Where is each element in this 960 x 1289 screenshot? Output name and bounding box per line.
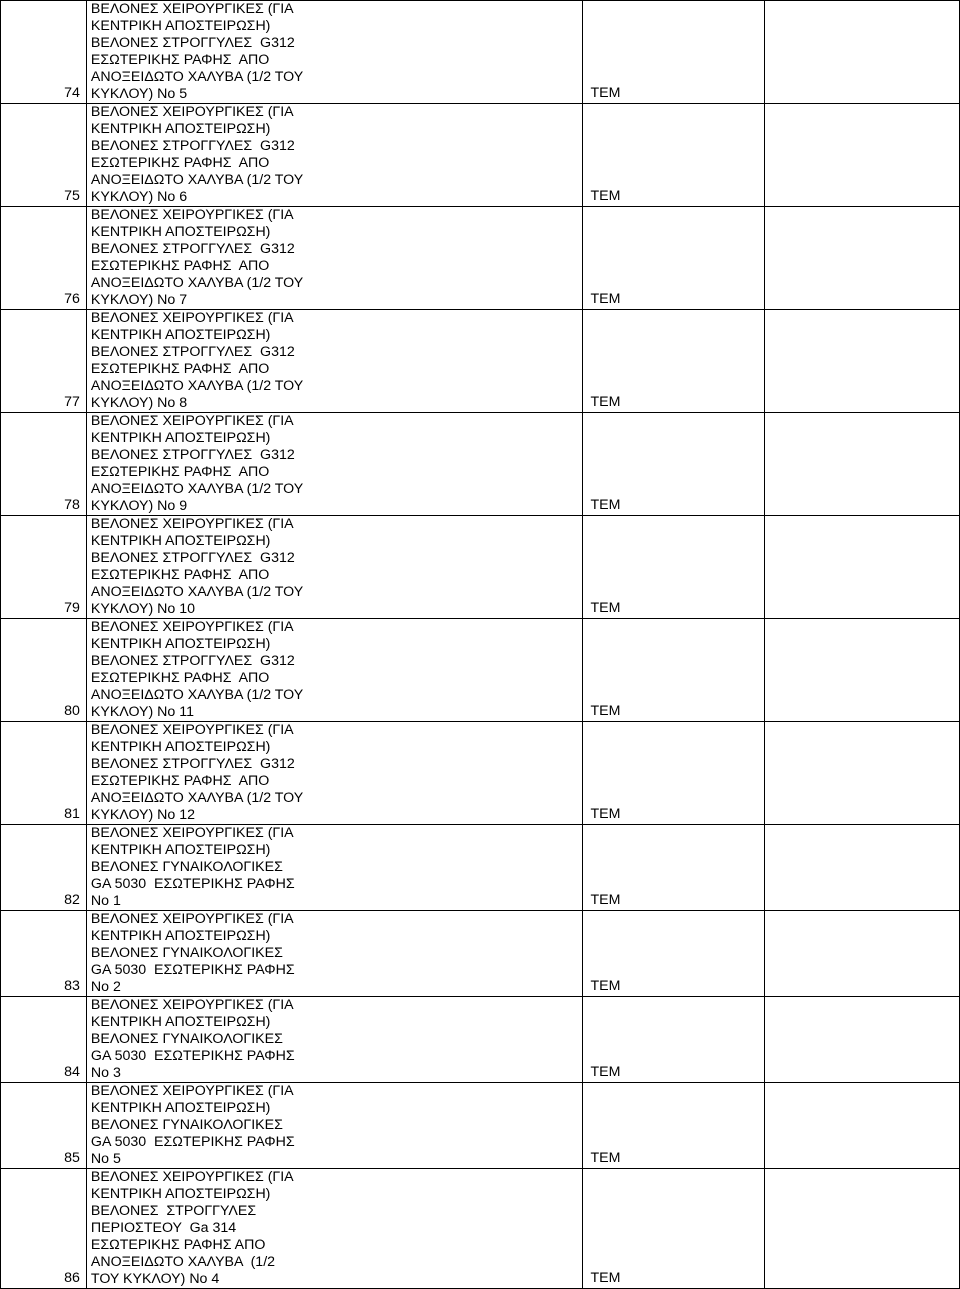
item-number: 76 [1, 207, 87, 310]
table-row [1, 722, 960, 825]
item-unit: ΤΕΜ [583, 1169, 765, 1289]
item-number: 85 [1, 1083, 87, 1169]
empty-cell [765, 1, 960, 104]
description-line: ΒΕΛΟΝΕΣ ΓΥΝΑΙΚΟΛΟΓΙΚΕΣ [90, 1117, 283, 1133]
empty-cell [765, 619, 960, 722]
item-description [86, 1, 583, 104]
item-number: 82 [1, 825, 87, 911]
description-line: ΒΕΛΟΝΕΣ ΧΕΙΡΟΥΡΓΙΚΕΣ (ΓΙΑ [90, 207, 294, 223]
item-number: 86 [1, 1169, 87, 1289]
description-line: ΚΕΝΤΡΙΚΗ ΑΠΟΣΤΕΙΡΩΣΗ) [90, 636, 271, 652]
description-line: Νο 1 [90, 893, 121, 909]
description-line: ΚΕΝΤΡΙΚΗ ΑΠΟΣΤΕΙΡΩΣΗ) [90, 1100, 271, 1116]
description-line: GA 5030 ΕΣΩΤΕΡΙΚΗΣ ΡΑΦΗΣ [90, 876, 295, 892]
table-row [1, 1169, 960, 1289]
item-description [86, 310, 583, 413]
description-line: ΕΣΩΤΕΡΙΚΗΣ ΡΑΦΗΣ ΑΠΟ [90, 773, 270, 789]
table-row [1, 207, 960, 310]
description-line: ΑΝΟΞΕΙΔΩΤΟ ΧΑΛΥΒΑ (1/2 ΤΟΥ [90, 687, 304, 703]
description-line: ΚΥΚΛΟΥ) Νο 8 [90, 395, 188, 411]
item-number: 80 [1, 619, 87, 722]
description-line: ΚΕΝΤΡΙΚΗ ΑΠΟΣΤΕΙΡΩΣΗ) [90, 533, 271, 549]
description-line: ΚΕΝΤΡΙΚΗ ΑΠΟΣΤΕΙΡΩΣΗ) [90, 739, 271, 755]
description-line: ΒΕΛΟΝΕΣ ΧΕΙΡΟΥΡΓΙΚΕΣ (ΓΙΑ [90, 619, 294, 635]
description-line: ΒΕΛΟΝΕΣ ΣΤΡΟΓΓΥΛΕΣ G312 [90, 447, 295, 463]
description-line: ΚΕΝΤΡΙΚΗ ΑΠΟΣΤΕΙΡΩΣΗ) [90, 224, 271, 240]
description-line: ΒΕΛΟΝΕΣ ΣΤΡΟΓΓΥΛΕΣ G312 [90, 241, 295, 257]
empty-cell [765, 1083, 960, 1169]
description-line: ΕΣΩΤΕΡΙΚΗΣ ΡΑΦΗΣ ΑΠΟ [90, 258, 270, 274]
description-line: ΚΕΝΤΡΙΚΗ ΑΠΟΣΤΕΙΡΩΣΗ) [90, 1014, 271, 1030]
item-unit: ΤΕΜ [583, 1083, 765, 1169]
description-line: ΑΝΟΞΕΙΔΩΤΟ ΧΑΛΥΒΑ (1/2 ΤΟΥ [90, 584, 304, 600]
table-row [1, 619, 960, 722]
description-line: ΚΕΝΤΡΙΚΗ ΑΠΟΣΤΕΙΡΩΣΗ) [90, 842, 271, 858]
empty-cell [765, 310, 960, 413]
description-line: ΕΣΩΤΕΡΙΚΗΣ ΡΑΦΗΣ ΑΠΟ [90, 670, 270, 686]
description-line: ΒΕΛΟΝΕΣ ΧΕΙΡΟΥΡΓΙΚΕΣ (ΓΙΑ [90, 1, 294, 17]
description-line: ΒΕΛΟΝΕΣ ΧΕΙΡΟΥΡΓΙΚΕΣ (ΓΙΑ [90, 997, 294, 1013]
item-description [86, 722, 583, 825]
empty-cell [765, 104, 960, 207]
item-unit: ΤΕΜ [583, 104, 765, 207]
description-line: GA 5030 ΕΣΩΤΕΡΙΚΗΣ ΡΑΦΗΣ [90, 1048, 295, 1064]
item-description [86, 1083, 583, 1169]
item-description [86, 516, 583, 619]
description-line: ΒΕΛΟΝΕΣ ΣΤΡΟΓΓΥΛΕΣ G312 [90, 138, 295, 154]
description-line: ΒΕΛΟΝΕΣ ΧΕΙΡΟΥΡΓΙΚΕΣ (ΓΙΑ [90, 722, 294, 738]
item-description [86, 911, 583, 997]
description-line: ΚΕΝΤΡΙΚΗ ΑΠΟΣΤΕΙΡΩΣΗ) [90, 928, 271, 944]
item-number: 83 [1, 911, 87, 997]
item-number: 75 [1, 104, 87, 207]
items-table-body [1, 1, 960, 1289]
description-line: ΒΕΛΟΝΕΣ ΣΤΡΟΓΓΥΛΕΣ G312 [90, 344, 295, 360]
description-line: ΚΥΚΛΟΥ) Νο 11 [90, 704, 194, 720]
item-unit: ΤΕΜ [583, 413, 765, 516]
empty-cell [765, 911, 960, 997]
item-unit: ΤΕΜ [583, 825, 765, 911]
table-row [1, 310, 960, 413]
item-number: 79 [1, 516, 87, 619]
table-row [1, 1, 960, 104]
item-unit: ΤΕΜ [583, 619, 765, 722]
item-unit: ΤΕΜ [583, 997, 765, 1083]
description-line: ΚΥΚΛΟΥ) Νο 5 [90, 86, 188, 102]
empty-cell [765, 1169, 960, 1289]
description-line: ΚΥΚΛΟΥ) Νο 12 [90, 807, 196, 823]
item-description [86, 413, 583, 516]
description-line: ΚΕΝΤΡΙΚΗ ΑΠΟΣΤΕΙΡΩΣΗ) [90, 430, 271, 446]
description-line: ΚΕΝΤΡΙΚΗ ΑΠΟΣΤΕΙΡΩΣΗ) [90, 121, 271, 137]
description-line: ΑΝΟΞΕΙΔΩΤΟ ΧΑΛΥΒΑ (1/2 ΤΟΥ [90, 69, 304, 85]
item-description [86, 997, 583, 1083]
description-line: ΒΕΛΟΝΕΣ ΣΤΡΟΓΓΥΛΕΣ G312 [90, 550, 295, 566]
description-line: ΒΕΛΟΝΕΣ ΧΕΙΡΟΥΡΓΙΚΕΣ (ΓΙΑ [90, 310, 294, 326]
description-line: ΑΝΟΞΕΙΔΩΤΟ ΧΑΛΥΒΑ (1/2 ΤΟΥ [90, 378, 304, 394]
item-unit: ΤΕΜ [583, 722, 765, 825]
item-description [86, 619, 583, 722]
description-line: ΕΣΩΤΕΡΙΚΗΣ ΡΑΦΗΣ ΑΠΟ [90, 361, 270, 377]
empty-cell [765, 722, 960, 825]
item-description [86, 207, 583, 310]
description-line: ΒΕΛΟΝΕΣ ΣΤΡΟΓΓΥΛΕΣ [90, 1203, 257, 1219]
description-line: ΚΕΝΤΡΙΚΗ ΑΠΟΣΤΕΙΡΩΣΗ) [90, 1186, 271, 1202]
description-line: Νο 2 [90, 979, 121, 995]
description-line: ΚΥΚΛΟΥ) Νο 7 [90, 292, 188, 308]
item-description [86, 1169, 583, 1289]
description-line: ΒΕΛΟΝΕΣ ΧΕΙΡΟΥΡΓΙΚΕΣ (ΓΙΑ [90, 825, 294, 841]
description-line: ΚΥΚΛΟΥ) Νο 9 [90, 498, 188, 514]
description-line: ΚΕΝΤΡΙΚΗ ΑΠΟΣΤΕΙΡΩΣΗ) [90, 18, 271, 34]
description-line: ΠΕΡΙΟΣΤΕΟΥ Ga 314 [90, 1220, 237, 1236]
description-line: ΒΕΛΟΝΕΣ ΣΤΡΟΓΓΥΛΕΣ G312 [90, 35, 295, 51]
item-number: 81 [1, 722, 87, 825]
description-line: ΒΕΛΟΝΕΣ ΓΥΝΑΙΚΟΛΟΓΙΚΕΣ [90, 859, 283, 875]
item-number: 84 [1, 997, 87, 1083]
description-line: ΕΣΩΤΕΡΙΚΗΣ ΡΑΦΗΣ ΑΠΟ [90, 155, 270, 171]
description-line: ΒΕΛΟΝΕΣ ΧΕΙΡΟΥΡΓΙΚΕΣ (ΓΙΑ [90, 1169, 294, 1185]
description-line: ΤΟΥ ΚΥΚΛΟΥ) Νο 4 [90, 1271, 220, 1287]
description-line: ΒΕΛΟΝΕΣ ΧΕΙΡΟΥΡΓΙΚΕΣ (ΓΙΑ [90, 911, 294, 927]
table-row [1, 825, 960, 911]
item-unit: ΤΕΜ [583, 1, 765, 104]
table-row [1, 413, 960, 516]
empty-cell [765, 825, 960, 911]
item-description [86, 825, 583, 911]
description-line: ΑΝΟΞΕΙΔΩΤΟ ΧΑΛΥΒΑ (1/2 ΤΟΥ [90, 275, 304, 291]
empty-cell [765, 516, 960, 619]
description-line: Νο 3 [90, 1065, 121, 1081]
description-line: ΚΥΚΛΟΥ) Νο 10 [90, 601, 196, 617]
table-row [1, 516, 960, 619]
item-unit: ΤΕΜ [583, 207, 765, 310]
description-line: ΒΕΛΟΝΕΣ ΧΕΙΡΟΥΡΓΙΚΕΣ (ΓΙΑ [90, 516, 294, 532]
item-unit: ΤΕΜ [583, 310, 765, 413]
description-line: ΕΣΩΤΕΡΙΚΗΣ ΡΑΦΗΣ ΑΠΟ [90, 52, 270, 68]
table-row [1, 997, 960, 1083]
item-unit: ΤΕΜ [583, 911, 765, 997]
description-line: ΒΕΛΟΝΕΣ ΓΥΝΑΙΚΟΛΟΓΙΚΕΣ [90, 945, 283, 961]
table-row [1, 1083, 960, 1169]
description-line: ΕΣΩΤΕΡΙΚΗΣ ΡΑΦΗΣ ΑΠΟ [90, 567, 270, 583]
item-number: 78 [1, 413, 87, 516]
item-unit: ΤΕΜ [583, 516, 765, 619]
description-line: ΚΥΚΛΟΥ) Νο 6 [90, 189, 188, 205]
item-description [86, 104, 583, 207]
empty-cell [765, 997, 960, 1083]
description-line: GA 5030 ΕΣΩΤΕΡΙΚΗΣ ΡΑΦΗΣ [90, 1134, 295, 1150]
description-line: ΒΕΛΟΝΕΣ ΣΤΡΟΓΓΥΛΕΣ G312 [90, 756, 295, 772]
description-line: ΚΕΝΤΡΙΚΗ ΑΠΟΣΤΕΙΡΩΣΗ) [90, 327, 271, 343]
item-number: 77 [1, 310, 87, 413]
description-line: ΑΝΟΞΕΙΔΩΤΟ ΧΑΛΥΒΑ (1/2 ΤΟΥ [90, 172, 304, 188]
description-line: ΒΕΛΟΝΕΣ ΧΕΙΡΟΥΡΓΙΚΕΣ (ΓΙΑ [90, 413, 294, 429]
description-line: Νο 5 [90, 1151, 121, 1167]
description-line: GA 5030 ΕΣΩΤΕΡΙΚΗΣ ΡΑΦΗΣ [90, 962, 295, 978]
description-line: ΕΣΩΤΕΡΙΚΗΣ ΡΑΦΗΣ ΑΠΟ [90, 1237, 266, 1253]
description-line: ΕΣΩΤΕΡΙΚΗΣ ΡΑΦΗΣ ΑΠΟ [90, 464, 270, 480]
description-line: ΒΕΛΟΝΕΣ ΧΕΙΡΟΥΡΓΙΚΕΣ (ΓΙΑ [90, 1083, 294, 1099]
description-line: ΒΕΛΟΝΕΣ ΧΕΙΡΟΥΡΓΙΚΕΣ (ΓΙΑ [90, 104, 294, 120]
description-line: ΒΕΛΟΝΕΣ ΣΤΡΟΓΓΥΛΕΣ G312 [90, 653, 295, 669]
item-number: 74 [1, 1, 87, 104]
table-row [1, 104, 960, 207]
empty-cell [765, 207, 960, 310]
table-row [1, 911, 960, 997]
description-line: ΑΝΟΞΕΙΔΩΤΟ ΧΑΛΥΒΑ (1/2 ΤΟΥ [90, 790, 304, 806]
description-line: ΒΕΛΟΝΕΣ ΓΥΝΑΙΚΟΛΟΓΙΚΕΣ [90, 1031, 283, 1047]
description-line: ΑΝΟΞΕΙΔΩΤΟ ΧΑΛΥΒΑ (1/2 ΤΟΥ [90, 481, 304, 497]
description-line: ΑΝΟΞΕΙΔΩΤΟ ΧΑΛΥΒΑ (1/2 [90, 1254, 276, 1270]
empty-cell [765, 413, 960, 516]
